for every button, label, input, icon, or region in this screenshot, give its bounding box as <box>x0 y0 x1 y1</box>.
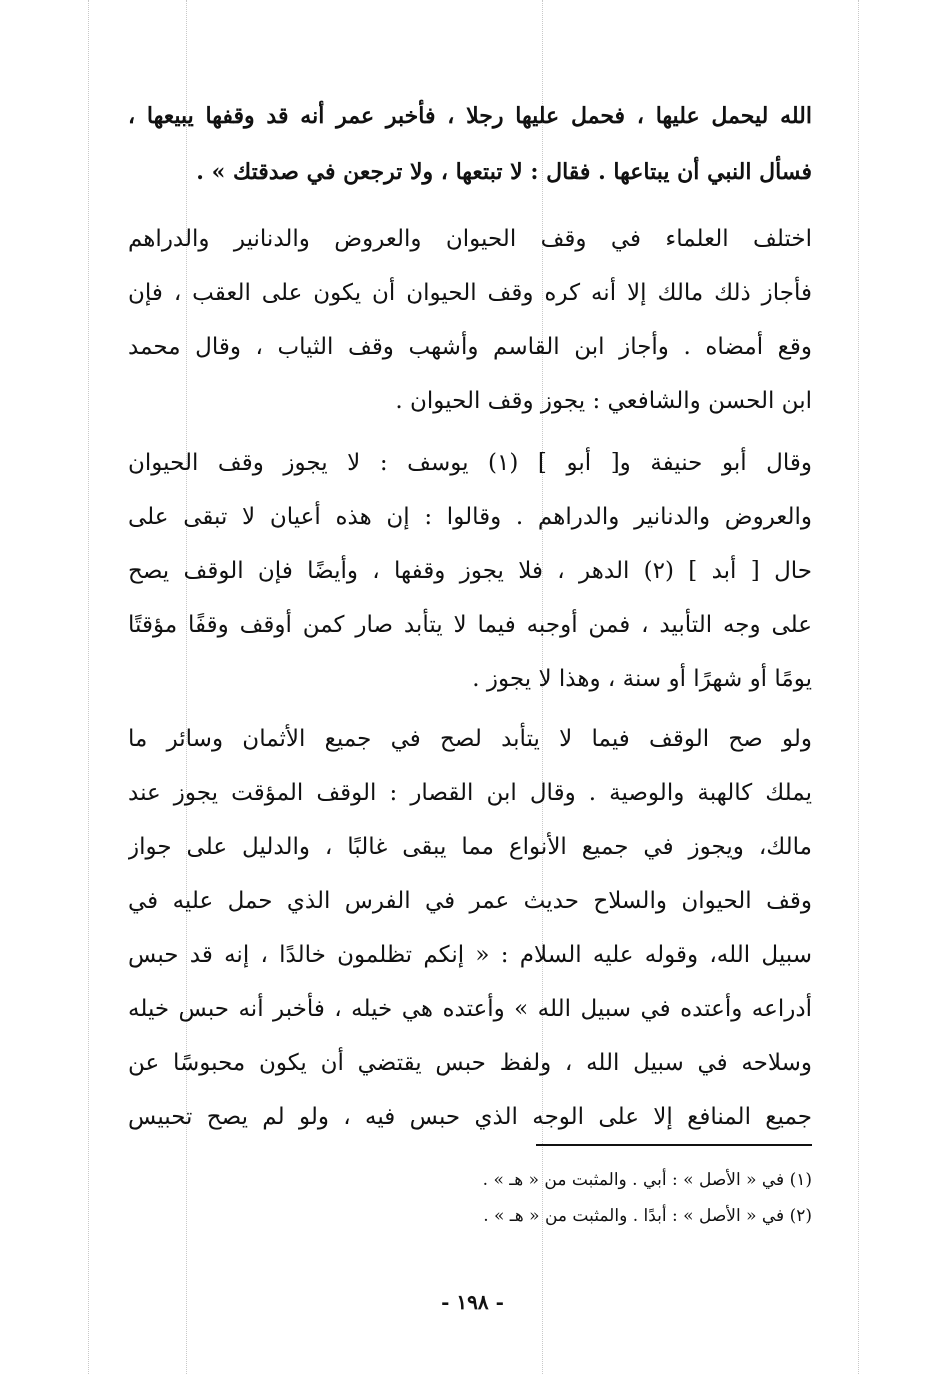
paragraph-1 <box>128 212 812 428</box>
paragraph-2 <box>128 436 812 706</box>
text-line: مالك، ويجوز في جميع الأنواع مما يبقى غالبًا ، والدليل على جواز <box>128 834 812 860</box>
text-line: سبيل الله، وقوله عليه السلام : « إنكم تظلمون خالدًا ، إنه قد حبس <box>128 942 812 968</box>
text-line: ولو صح الوقف فيما لا يتأبد لصح في جميع الأثمان وسائر ما <box>128 726 812 752</box>
text-line: ابن الحسن والشافعي : يجوز وقف الحيوان . <box>395 388 812 414</box>
text-line: الله ليحمل عليها ، فحمل عليها رجلا ، فأخبر عمر أنه قد وقفها يبيعها ، <box>128 103 812 129</box>
page-number: - ١٩٨ - <box>441 1290 504 1314</box>
footnote-1: (١) في « الأصل » : أبي . والمثبت من « هـ » . <box>482 1170 812 1190</box>
text-line: يملك كالهبة والوصية . وقال ابن القصار : الوقف المؤقت يجوز عند <box>128 780 812 806</box>
footnote-2: (٢) في « الأصل » : أبدًا . والمثبت من « هـ » . <box>483 1206 812 1226</box>
intro-text <box>128 88 812 200</box>
footnote-separator <box>536 1144 812 1146</box>
text-line: وقف الحيوان والسلاح حديث عمر في الفرس الذي حمل عليه في <box>128 888 812 914</box>
margin-guide-line <box>88 0 89 1374</box>
text-line: فأجاز ذلك مالك إلا أنه كره وقف الحيوان أن يكون على العقب ، فإن <box>128 280 812 306</box>
margin-guide-line <box>858 0 859 1374</box>
text-line: وسلاحه في سبيل الله ، ولفظ حبس يقتضي أن يكون محبوسًا عن <box>128 1050 812 1076</box>
text-line: فسأل النبي أن يبتاعها . فقال : لا تبتعها ، ولا ترجعن في صدقتك » . <box>196 159 812 185</box>
text-line: أدراعه وأعتده في سبيل الله » وأعتده هي خيله ، فأخبر أنه حبس خيله <box>128 996 812 1022</box>
text-line: جميع المنافع إلا على الوجه الذي حبس فيه ، ولو لم يصح تحبيس <box>128 1104 812 1130</box>
text-line: حال [ أبد ] (٢) الدهر ، فلا يجوز وقفها ، وأيضًا فإن الوقف يصح <box>128 558 812 584</box>
text-line: يومًا أو شهرًا أو سنة ، وهذا لا يجوز . <box>472 666 812 692</box>
text-line: على وجه التأبيد ، فمن أوجبه فيما لا يتأبد صار كمن أوقف وقفًا مؤقتًا <box>128 612 812 638</box>
text-line: وقع أمضاه . وأجاز ابن القاسم وأشهب وقف الثياب ، وقال محمد <box>128 334 812 360</box>
paragraph-3 <box>128 712 812 1144</box>
text-line: والعروض والدنانير والدراهم . وقالوا : إن هذه أعيان لا تبقى على <box>128 504 812 530</box>
text-line: اختلف العلماء في وقف الحيوان والعروض والدنانير والدراهم <box>128 226 812 252</box>
text-line: وقال أبو حنيفة و[ أبو ] (١) يوسف : لا يجوز وقف الحيوان <box>128 450 812 476</box>
footnotes <box>300 1162 812 1234</box>
